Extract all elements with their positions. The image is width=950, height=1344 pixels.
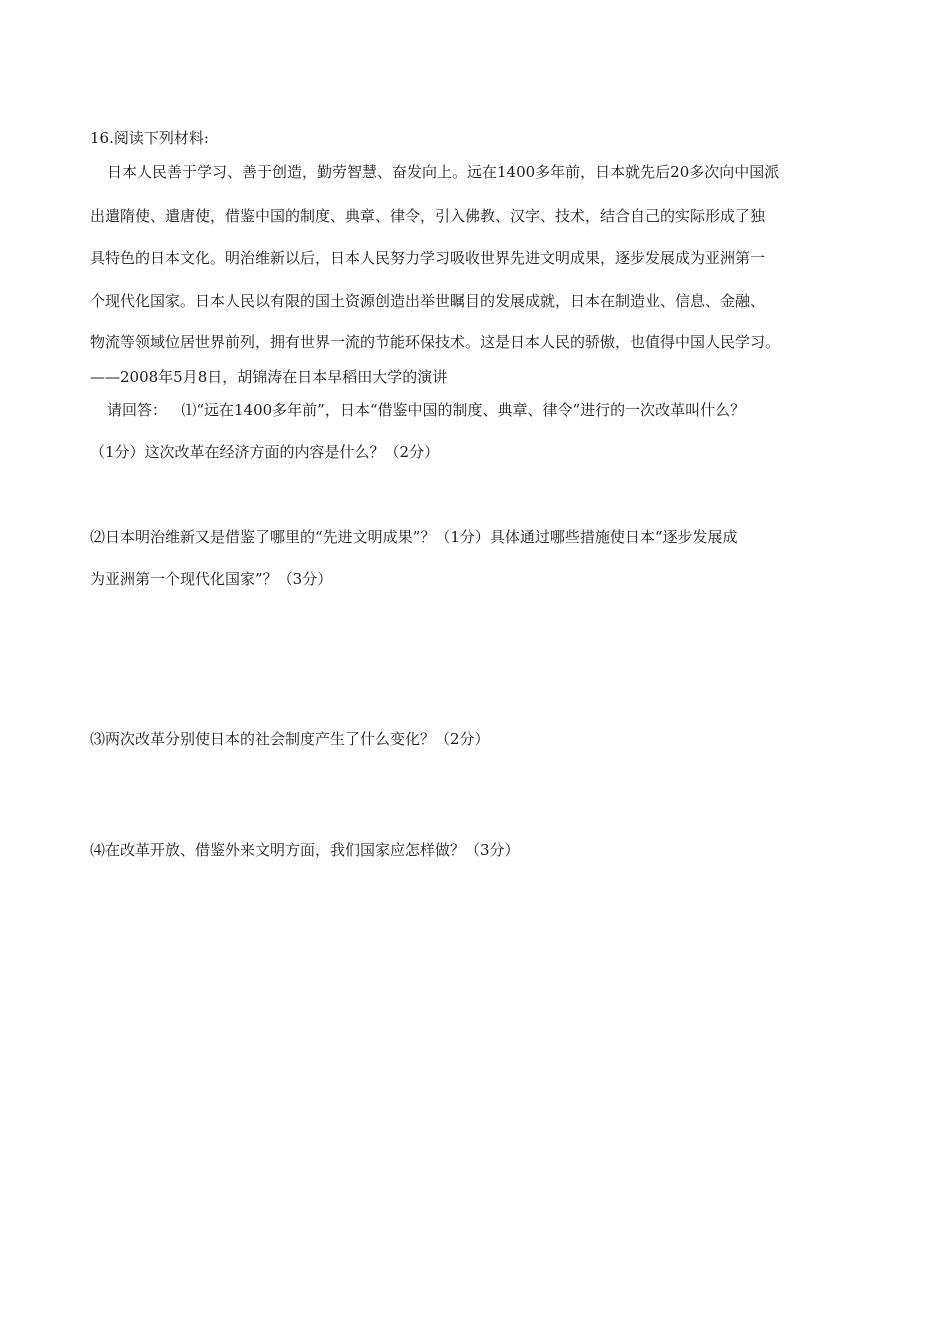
material-line-3: 具特色的日本文化。明治维新以后，日本人民努力学习吸收世界先进文明成果，逐步发展成为亚洲第一 [90, 249, 766, 267]
question-4: ⑷在改革开放、借鉴外来文明方面，我们国家应怎样做？（3分） [90, 841, 520, 859]
question-2-line-2: 为亚洲第一个现代化国家”？（3分） [90, 570, 333, 588]
question-1-line-1 [107, 400, 745, 420]
material-source: ——2008年5月8日，胡锦涛在日本早稻田大学的演讲 [90, 368, 448, 386]
material-line-4: 个现代化国家。日本人民以有限的国土资源创造出举世瞩目的发展成就，日本在制造业、信息、金融、 [90, 292, 766, 310]
question-1-line-2: （1分）这次改革在经济方面的内容是什么？（2分） [90, 443, 440, 461]
question-3: ⑶两次改革分别使日本的社会制度产生了什么变化？（2分） [90, 730, 490, 748]
material-line-5: 物流等领域位居世界前列，拥有世界一流的节能环保技术。这是日本人民的骄傲，也值得中国人民学习。 [90, 333, 781, 351]
material-line-2: 出遣隋使、遣唐使，借鉴中国的制度、典章、律令，引入佛教、汉字、技术，结合自己的实际形成了独 [90, 207, 766, 225]
question-2-line-1: ⑵日本明治维新又是借鉴了哪里的“先进文明成果”？（1分）具体通过哪些措施使日本“逐步发展成 [90, 528, 738, 546]
question-1-text: ⑴“远在1400多年前”，日本“借鉴中国的制度、典章、律令”进行的一次改革叫什么？ [181, 401, 746, 419]
prompt-intro: 请回答： [107, 401, 168, 419]
material-line-1: 日本人民善于学习、善于创造，勤劳智慧、奋发向上。远在1400多年前，日本就先后20多次向中国派 [107, 163, 780, 181]
question-heading: 16.阅读下列材料: [90, 129, 209, 147]
